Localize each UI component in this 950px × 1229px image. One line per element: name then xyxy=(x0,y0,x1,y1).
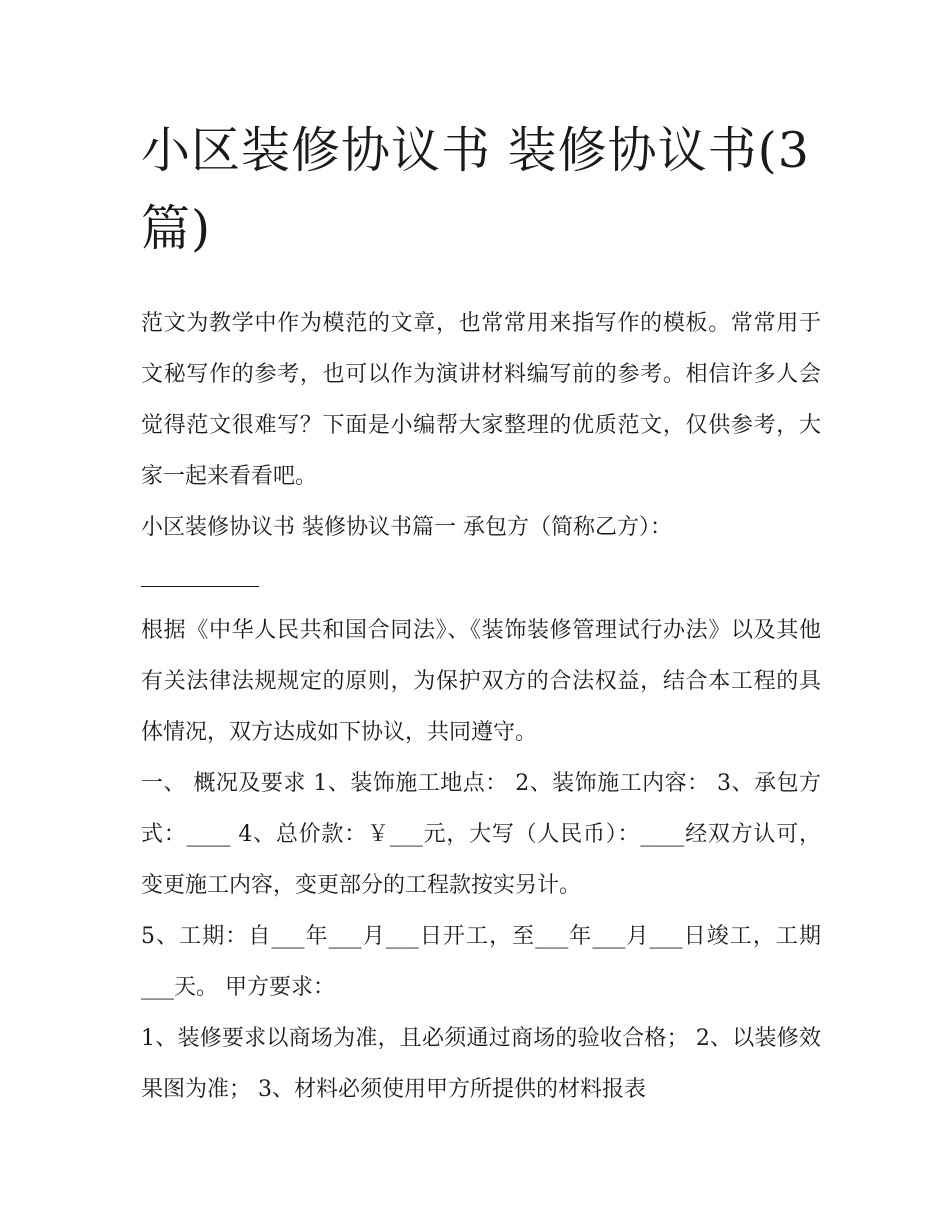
requirements-paragraph: 1、装修要求以商场为准，且必须通过商场的验收合格； 2、以装修效果图为准； 3、材料必须使用甲方所提供的材料报表 xyxy=(141,1026,821,1102)
blank-underline xyxy=(141,553,259,587)
overview-paragraph: 一、 概况及要求 1、装饰施工地点： 2、装饰施工内容： 3、承包方式：____ 4、总价款：￥___元，大写（人民币）：____经双方认可，变更施工内容，变更部分的工程款按实另计。 xyxy=(141,771,821,898)
section-heading-paragraph: 小区装修协议书 装修协议书篇一 承包方（简称乙方）： xyxy=(141,515,672,540)
intro-paragraph: 范文为教学中作为模范的文章，也常常用来指写作的模板。常常用于文秘写作的参考，也可以作为演讲材料编写前的参考。相信许多人会觉得范文很难写？下面是小编帮大家整理的优质范文，仅供参考，大家一起来看看吧。 xyxy=(141,311,821,489)
document-page xyxy=(141,112,821,1115)
schedule-paragraph: 5、工期：自___年___月___日开工，至___年___月___日竣工，工期___天。 甲方要求： xyxy=(141,924,821,1000)
document-title: 小区装修协议书 装修协议书(3篇) xyxy=(141,122,810,257)
document-body xyxy=(141,298,821,1115)
legal-basis-paragraph: 根据《中华人民共和国合同法》、《装饰装修管理试行办法》以及其他有关法律法规规定的原则，为保护双方的合法权益，结合本工程的具体情况，双方达成如下协议，共同遵守。 xyxy=(141,618,821,745)
